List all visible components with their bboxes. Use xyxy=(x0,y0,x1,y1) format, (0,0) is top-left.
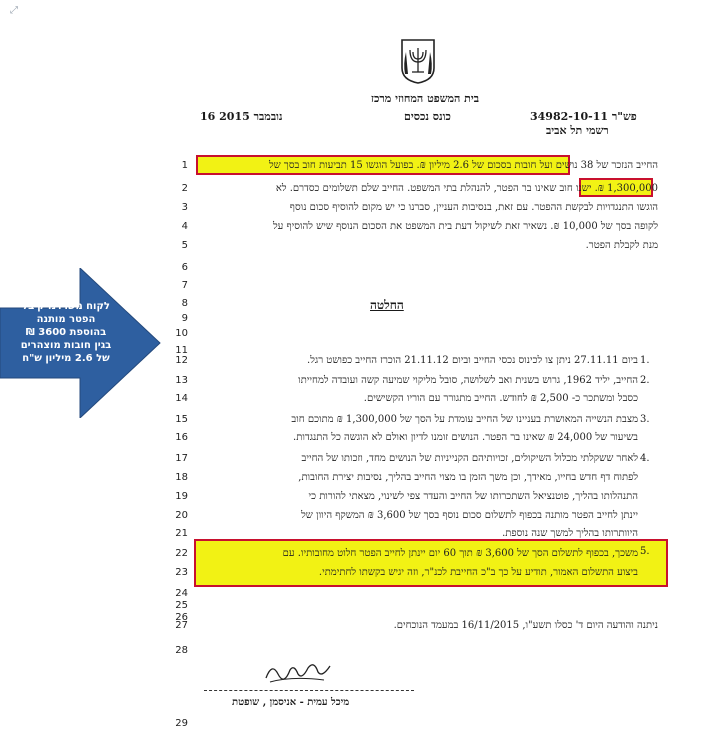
item-number: 4. xyxy=(640,453,650,464)
item-number: 2. xyxy=(640,375,650,386)
line-number: 27 xyxy=(175,620,188,631)
decision-line: משכך, בכפוף לתשלום הסך של 3,600 ₪ תוך 60 יום יינתן לחייב הפטר חלוט מחובותיו. עם xyxy=(282,548,638,559)
decision-line: יינתן לחייב הפטר מותנה בכפוף לתשלום סכום נוסף בסך של 3,600 ₪ המשקף היוון של xyxy=(301,510,638,521)
highlight-box-item-5 xyxy=(194,539,668,587)
decision-title: החלטה xyxy=(370,298,404,312)
line-number: 26 xyxy=(175,612,188,623)
state-emblem-icon xyxy=(400,38,436,84)
intro-line: לקופה בסך של 10,000 ₪. נשאיר זאת לשיקול דעת בית המשפט את הסכום הנוסף שיש להוסיף על xyxy=(272,221,658,232)
line-number: 25 xyxy=(175,600,188,611)
line-number: 2 xyxy=(181,183,188,194)
line-number: 17 xyxy=(175,453,188,464)
item-number: 1. xyxy=(640,355,650,366)
judge-signature xyxy=(262,656,334,686)
intro-line: 1,300,000 ₪. ישנו חוב שאינו בר הפטר, להנהלת בתי המשפט. החייב שלם תשלומים כסדרם. לא xyxy=(275,183,658,194)
expand-icon[interactable]: ⤢ xyxy=(10,5,18,16)
closing-statement: ניתנה והודעה היום ד' כסלו תשע"ו, 16/11/2015 במעמד הנוכחים. xyxy=(393,620,658,631)
line-number: 11 xyxy=(175,345,188,356)
callout-text-line: לקוח משרדנו קיבל xyxy=(22,301,110,312)
line-number: 12 xyxy=(175,355,188,366)
decision-line: כסבל ומשתכר כ- 2,500 ₪ לחודש. החייב מתגורר עם הוריו הקשישים. xyxy=(363,393,638,404)
line-number: 21 xyxy=(175,528,188,539)
line-number: 6 xyxy=(181,262,188,273)
callout-text xyxy=(16,300,116,365)
line-number: 4 xyxy=(181,221,188,232)
decision-line: ביום 27.11.11 ניתן צו לכינוס נכסי החייב וביום 21.11.12 הוכרז החייב כפושט רגל. xyxy=(307,355,638,366)
line-number: 10 xyxy=(175,328,188,339)
decision-line: החייב, יליד 1962, גרוש בשנית ואב לשלושה, סובל מליקוי שמיעה קשה ועובדה למחייתו xyxy=(298,375,638,386)
callout-text-line: בהוספת 3600 ₪ xyxy=(25,327,107,338)
decision-line: לאחר ששקלתי מכלול השיקולים, זכויותיהם הקנייניות של הנושים מחד, וזכותו של החייב xyxy=(301,453,638,464)
line-number: 29 xyxy=(175,718,188,729)
decision-line: לפתוח דף חדש בחייו, מאידך, וכן משך הזמן בו מצוי החייב בהליך, נסיבות יצירת החובות, xyxy=(298,472,638,483)
line-number: 7 xyxy=(181,280,188,291)
document-date: 16 נובמבר 2015 xyxy=(200,110,283,123)
callout-text-line: של 2.6 מיליון ש"ח xyxy=(22,353,110,364)
decision-line: ביצוע התשלום האמור, תודיע על כך ב"כ החייבת לכנ"ר, וזה יגיש בקשתו לחתימתי. xyxy=(318,567,638,578)
line-number: 8 xyxy=(181,298,188,309)
line-number: 3 xyxy=(181,202,188,213)
court-official: רשמי תל אביב xyxy=(546,124,609,137)
decision-line: בשיעור של 24,000 ₪ שאינו בר הפטר. הנושים זומנו לדיון ואולם לא הוגשה כל התנגדות. xyxy=(293,432,638,443)
case-number: פש"ר 34982-10-11 xyxy=(530,110,637,123)
line-number: 20 xyxy=(175,510,188,521)
line-number: 28 xyxy=(175,645,188,656)
line-number: 15 xyxy=(175,414,188,425)
item-number: 5. xyxy=(640,546,650,557)
callout-text-line: בגין חובות מוצהרים xyxy=(20,340,112,351)
line-number: 1 xyxy=(181,160,188,171)
item-number: 3. xyxy=(640,414,650,425)
line-number: 5 xyxy=(181,240,188,251)
decision-line: מצבת הנשייה המאושרת בעניינו של החייב עומדת על הסך של 1,300,000 ₪ מתוכם חוב xyxy=(291,414,638,425)
line-number: 14 xyxy=(175,393,188,404)
line-number: 18 xyxy=(175,472,188,483)
line-number: 23 xyxy=(175,567,188,578)
intro-line: החייב הנזכר של 38 נושים ועל חובות בסכום של 2.6 מיליון ₪. בפועל הוגשו 15 תביעות חוב בסך של xyxy=(269,160,658,171)
line-number: 13 xyxy=(175,375,188,386)
line-number: 16 xyxy=(175,432,188,443)
decision-line: היוותרותו בהליך למשך שנה נוספת. xyxy=(502,528,638,539)
signature-line xyxy=(204,690,414,691)
intro-line: מנת לקבלת הפטר. xyxy=(585,240,658,251)
line-number: 24 xyxy=(175,588,188,599)
line-number: 19 xyxy=(175,491,188,502)
line-number: 9 xyxy=(181,313,188,324)
callout-text-line: הפטר מותנה xyxy=(36,314,96,325)
decision-line: התנהלותו בהליך, פוטנציאל השתכרותו של החייב והעדר צפי לשינוי, מצאתי להורות כי xyxy=(308,491,638,502)
signer-name: מיכל עמית - אניסמן , שופטת xyxy=(232,697,350,708)
intro-line: הוגשו התנגדויות לבקשת ההפטר. עם זאת, בנסיבות העניין, סברנו כי יש מקום להוסיף סכום נוסף xyxy=(289,202,658,213)
court-name: בית המשפט המחוזי מרכז xyxy=(370,92,480,105)
line-number: 22 xyxy=(175,548,188,559)
case-type: כונס נכסים xyxy=(404,110,451,123)
